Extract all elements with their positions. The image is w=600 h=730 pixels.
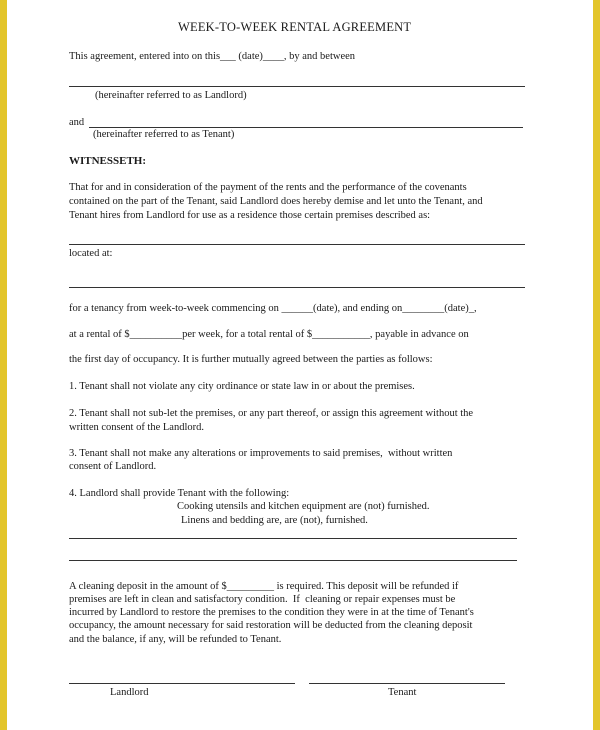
- tenant-reference: (hereinafter referred to as Tenant): [93, 129, 235, 140]
- clause-2-line-1: 2. Tenant shall not sub-let the premises, or any part thereof, or assign this agreement without the: [69, 408, 474, 419]
- landlord-signature-line: [69, 683, 295, 684]
- furnishing-line-2: [69, 560, 517, 561]
- rental-line: at a rental of $__________per week, for a total rental of $___________, payable in advance on: [69, 329, 469, 340]
- deposit-line-3: incurred by Landlord to restore the premises to the condition they were in at the time of Tenant's: [69, 607, 474, 618]
- clause-3-line-2: consent of Landlord.: [69, 461, 157, 472]
- witnesseth-heading: WITNESSETH:: [69, 155, 147, 167]
- located-at-label: located at:: [69, 248, 113, 259]
- tenant-signature-line: [309, 683, 505, 684]
- location-line: [69, 287, 525, 288]
- landlord-signature-label: Landlord: [110, 687, 149, 698]
- tenant-signature-label: Tenant: [388, 687, 417, 698]
- tenancy-line: for a tenancy from week-to-week commencing on ______(date), and ending on________(date)_,: [69, 303, 477, 314]
- intro-line: This agreement, entered into on this___ (date)____, by and between: [69, 51, 356, 62]
- premises-description-line: [69, 244, 525, 245]
- deposit-line-5: and the balance, if any, will be refunded to Tenant.: [69, 634, 282, 645]
- furnishing-line-1: [69, 538, 517, 539]
- deposit-line-1: A cleaning deposit in the amount of $_________ is required. This deposit will be refunded if: [69, 581, 459, 592]
- landlord-name-line: [69, 86, 525, 87]
- landlord-reference: (hereinafter referred to as Landlord): [95, 90, 247, 101]
- and-word: and: [69, 117, 85, 128]
- clause-2-line-2: written consent of the Landlord.: [69, 422, 205, 433]
- deposit-line-2: premises are left in clean and satisfactory condition. If cleaning or repair expenses must be: [69, 594, 456, 605]
- clause-4: 4. Landlord shall provide Tenant with the following:: [69, 488, 290, 499]
- clause-3-line-1: 3. Tenant shall not make any alterations or improvements to said premises, without written: [69, 448, 453, 459]
- clause-4-item-1: Cooking utensils and kitchen equipment are (not) furnished.: [177, 501, 430, 512]
- document-page: [7, 0, 593, 730]
- consideration-line-3: Tenant hires from Landlord for use as a residence those certain premises described as:: [69, 210, 431, 221]
- document-title: WEEK-TO-WEEK RENTAL AGREEMENT: [178, 20, 412, 34]
- consideration-line-2: contained on the part of the Tenant, said Landlord does hereby demise and let unto the Tenant, and: [69, 196, 483, 207]
- occupancy-line: the first day of occupancy. It is further mutually agreed between the parties as follows:: [69, 354, 433, 365]
- clause-1: 1. Tenant shall not violate any city ordinance or state law in or about the premises.: [69, 381, 415, 392]
- clause-4-item-2: Linens and bedding are, are (not), furnished.: [181, 515, 368, 526]
- consideration-line-1: That for and in consideration of the payment of the rents and the performance of the covenants: [69, 182, 467, 193]
- deposit-line-4: occupancy, the amount necessary for said restoration will be deducted from the cleaning deposit: [69, 620, 473, 631]
